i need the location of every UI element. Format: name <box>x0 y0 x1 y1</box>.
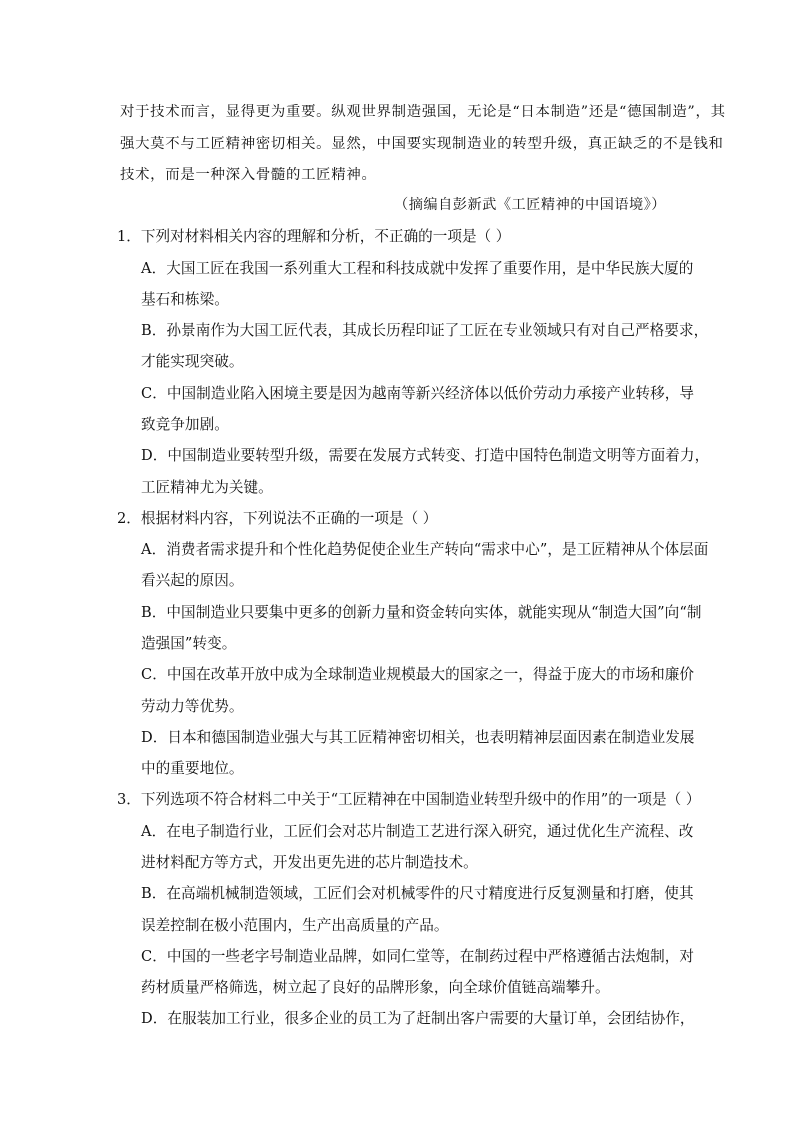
option-line: 看兴起的原因。 <box>141 572 244 589</box>
option-line: D．在服装加工行业，很多企业的员工为了赶制出客户需要的大量订单，会团结协作， <box>141 1010 695 1027</box>
option-line: B．在高端机械制造领域，工匠们会对机械零件的尺寸精度进行反复测量和打磨，使其 <box>141 885 694 902</box>
option-line: A．在电子制造行业，工匠们会对芯片制造工艺进行深入研究，通过优化生产流程、改 <box>141 823 694 840</box>
option-line: 才能实现突破。 <box>141 353 244 370</box>
option-line: A．消费者需求提升和个性化趋势促使企业生产转向“需求中心”，是工匠精神从个体层面 <box>141 541 709 558</box>
option-line: 进材料配方等方式，开发出更先进的芯片制造技术。 <box>141 854 478 871</box>
option-line: 造强国”转变。 <box>141 635 237 652</box>
option-line: B．孙景南作为大国工匠代表，其成长历程印证了工匠在专业领域只有对自己严格要求， <box>141 322 709 339</box>
option-line: 中的重要地位。 <box>141 760 244 777</box>
option-line: D．日本和德国制造业强大与其工匠精神密切相关，也表明精神层面因素在制造业发展 <box>141 729 695 746</box>
passage-line: 技术，而是一种深入骨髓的工匠精神。 <box>120 167 377 183</box>
option-line: B．中国制造业只要集中更多的创新力量和资金转向实体，就能实现从“制造大国”向“制 <box>141 604 702 621</box>
option-line: 基石和栋梁。 <box>141 291 229 308</box>
passage-source: （摘编自彭新武《工匠精神的中国语境》） <box>394 197 666 213</box>
option-line: D．中国制造业要转型升级，需要在发展方式转变、打造中国特色制造文明等方面着力， <box>141 447 710 464</box>
passage-line: 强大莫不与工匠精神密切相关。显然，中国要实现制造业的转型升级，真正缺乏的不是钱和 <box>120 136 724 152</box>
option-line: 致竞争加剧。 <box>141 416 229 433</box>
question-stem: 1．下列对材料相关内容的理解和分析，不正确的一项是（ ） <box>117 228 511 245</box>
option-line: 误差控制在极小范围内，生产出高质量的产品。 <box>141 917 449 934</box>
option-line: C．中国制造业陷入困境主要是因为越南等新兴经济体以低价劳动力承接产业转移，导 <box>141 385 695 402</box>
option-line: C．中国的一些老字号制造业品牌，如同仁堂等，在制药过程中严格遵循古法炮制，对 <box>141 948 695 965</box>
question-stem: 2．根据材料内容，下列说法不正确的一项是（ ） <box>117 510 438 527</box>
option-line: 药材质量严格筛选，树立起了良好的品牌形象，向全球价值链高端攀升。 <box>141 979 610 996</box>
option-line: A．大国工匠在我国一系列重大工程和科技成就中发挥了重要作用，是中华民族大厦的 <box>141 260 694 277</box>
option-line: C．中国在改革开放中成为全球制造业规模最大的国家之一，得益于庞大的市场和廉价 <box>141 666 695 683</box>
passage-line: 对于技术而言，显得更为重要。纵观世界制造强国，无论是“日本制造”还是“德国制造”，其 <box>120 104 726 120</box>
question-stem: 3．下列选项不符合材料二中关于“工匠精神在中国制造业转型升级中的作用”的一项是（ ） <box>117 791 701 808</box>
option-line: 劳动力等优势。 <box>141 698 244 715</box>
option-line: 工匠精神尤为关键。 <box>141 479 273 496</box>
